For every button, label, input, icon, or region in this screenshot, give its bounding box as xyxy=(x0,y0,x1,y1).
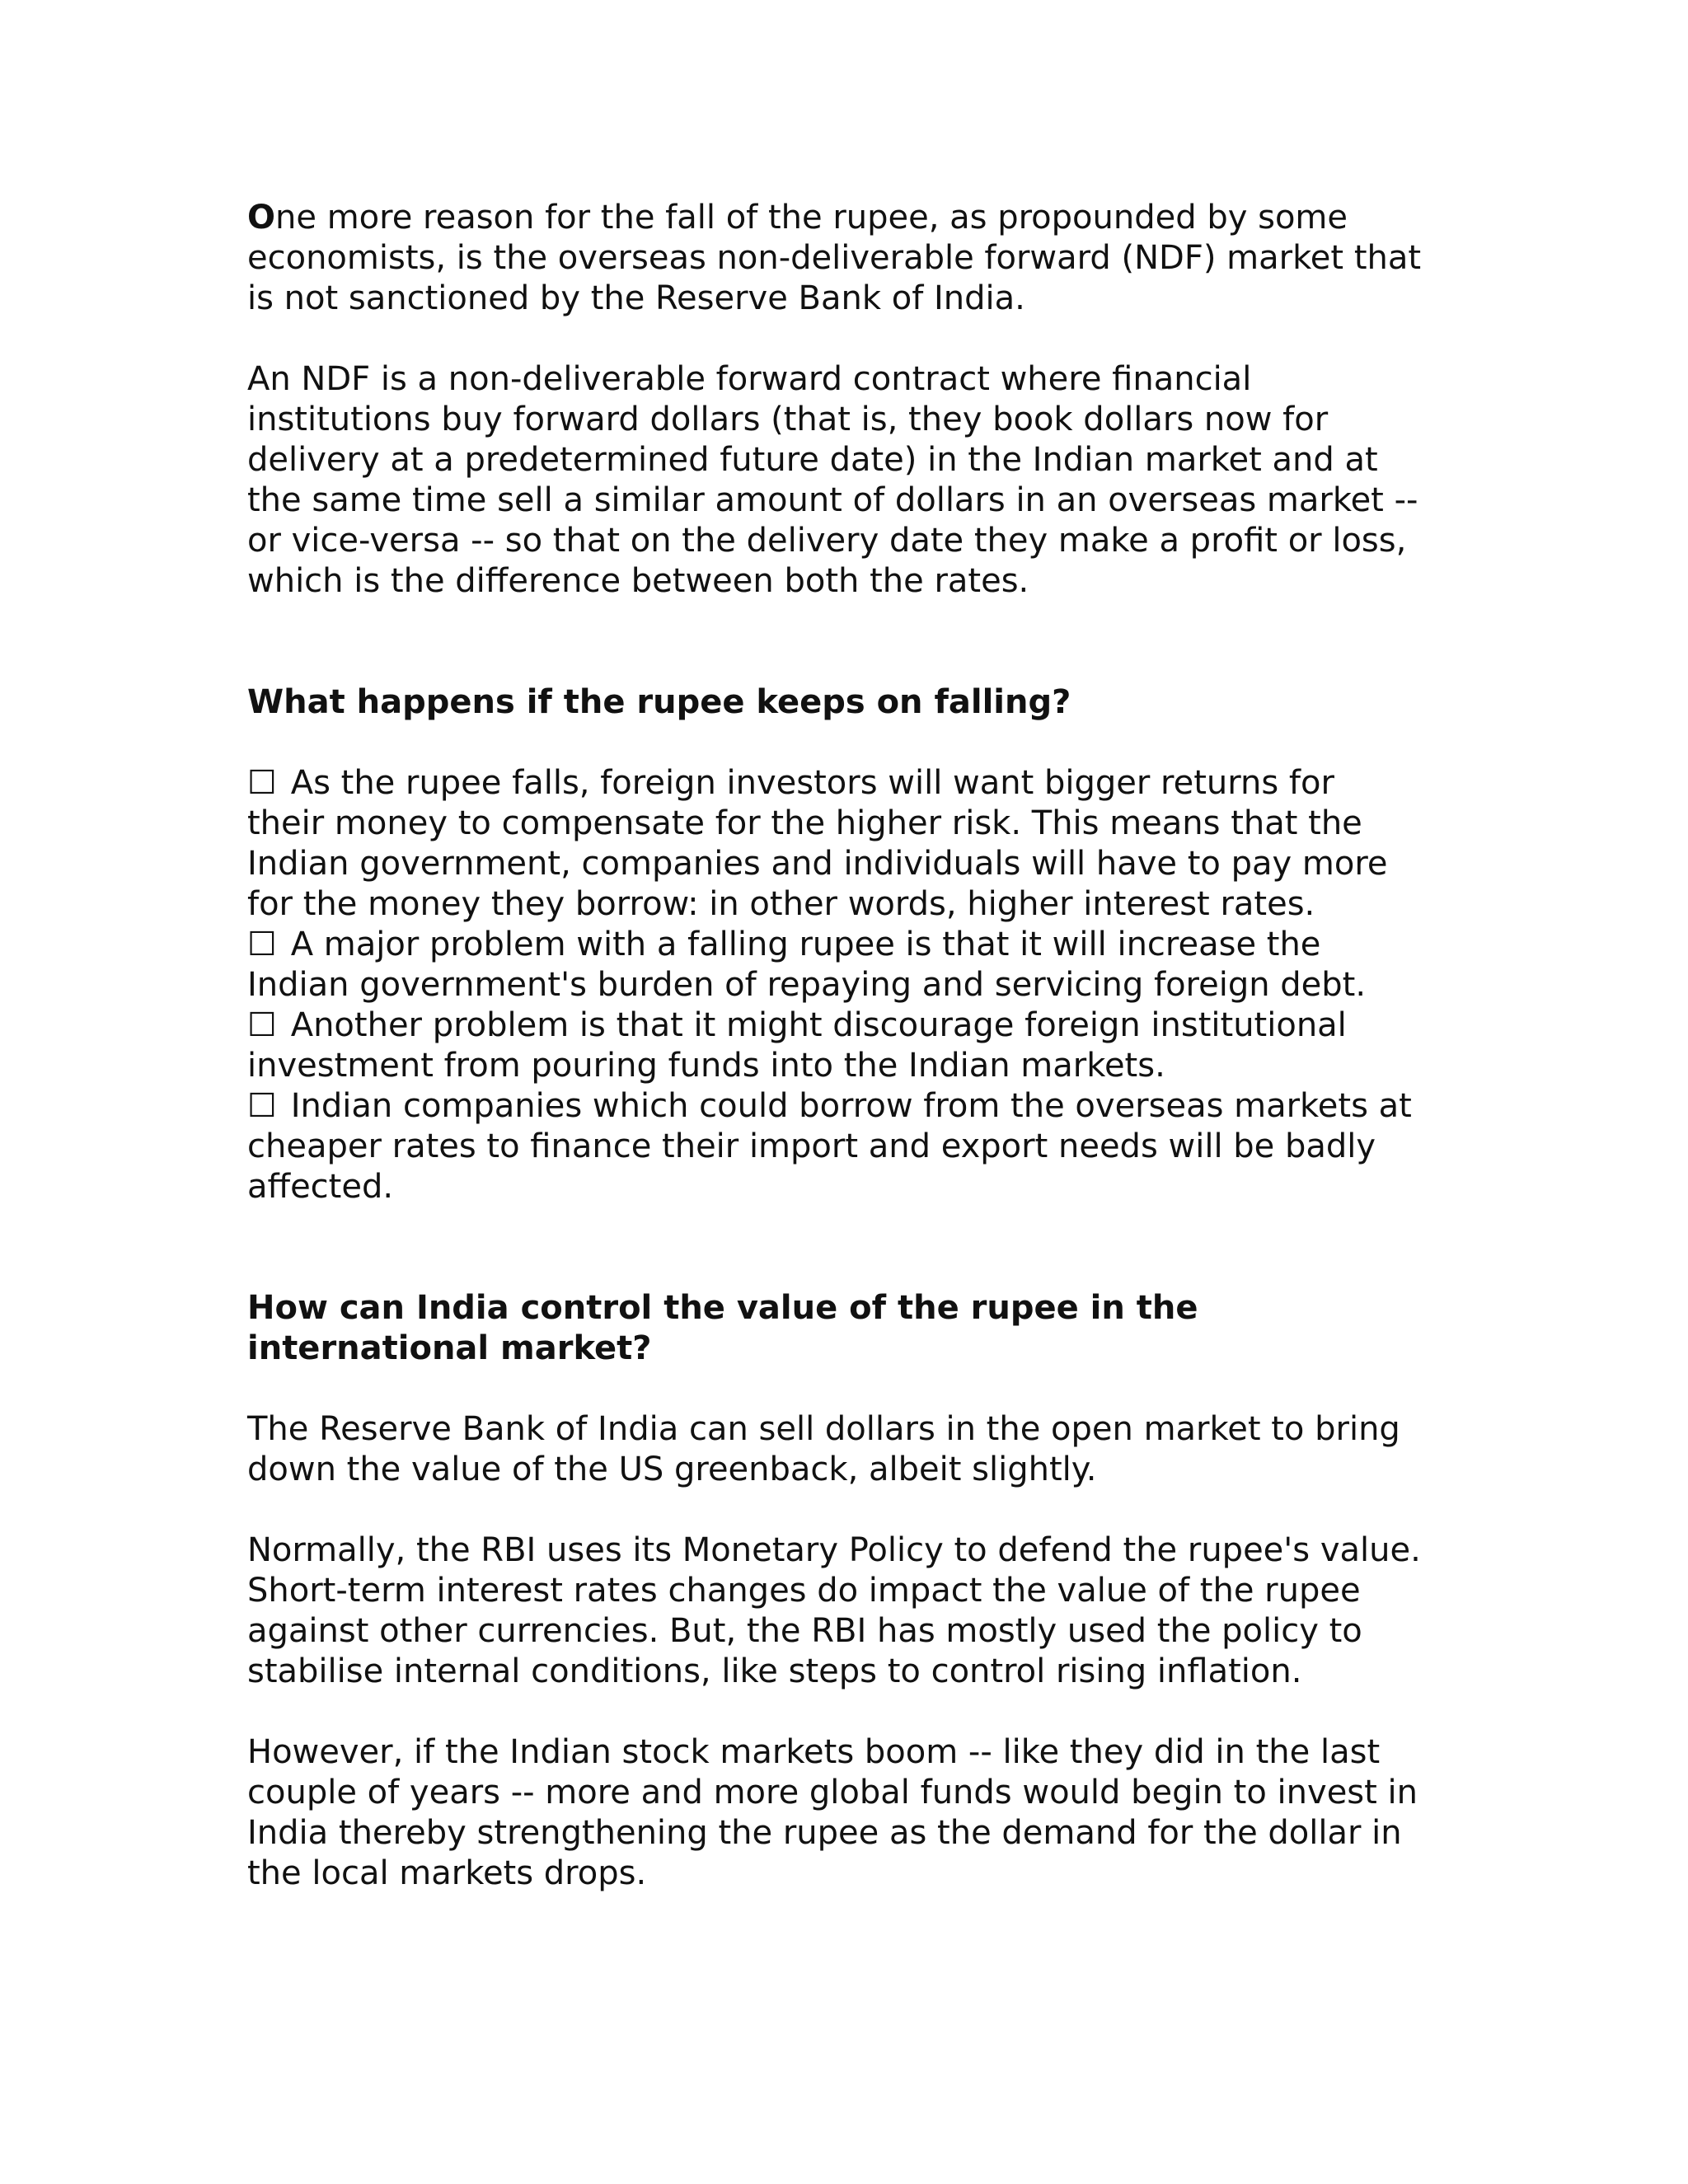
intro-text: ne more reason for the fall of the rupee, as propounded by some economists, is the overseas non-deliverable forward (NDF) market that is not sanctioned by the Reserve Bank of India. xyxy=(247,199,1422,317)
rbi-paragraph-1: The Reserve Bank of India can sell dollars in the open market to bring down the value of the US greenback, albeit slightly. xyxy=(247,1410,1400,1488)
ndf-paragraph: An NDF is a non-deliverable forward contract where financial institutions buy forward dollars (that is, they book dollars now for delivery at a predetermined future date) in the Indian market and at the same time sell a similar amount of dollars in an overseas market -- or vice-versa -- so that on the delivery date they make a profit or loss, which is the difference between both the rates. xyxy=(247,360,1418,600)
bullet-item xyxy=(247,1005,1451,1086)
document-page xyxy=(247,198,1451,1894)
rbi-paragraph-2: Normally, the RBI uses its Monetary Policy to defend the rupee's value. Short-term interest rates changes do impact the value of the rupee against other currencies. But, the RBI has mostly used the policy to stabilise internal conditions, like steps to control rising inflation. xyxy=(247,1531,1421,1690)
spacer xyxy=(247,1207,1451,1288)
checkbox-bullet-icon: ☐ xyxy=(247,926,277,963)
bullet-text: As the rupee falls, foreign investors will want bigger returns for their money to compensate for the higher risk. This means that the Indian government, companies and individuals will have to pay more for the money they borrow: in other words, higher interest rates. xyxy=(247,764,1388,923)
checkbox-bullet-icon: ☐ xyxy=(247,1087,277,1125)
section2-heading: How can India control the value of the rupee in the international market? xyxy=(247,1289,1198,1367)
intro-lead-letter: O xyxy=(247,199,276,237)
spacer xyxy=(247,1490,1451,1530)
checkbox-bullet-icon: ☐ xyxy=(247,1006,277,1044)
bullet-text: Another problem is that it might discourage foreign institutional investment from pouring funds into the Indian markets. xyxy=(247,1006,1347,1085)
spacer xyxy=(247,1692,1451,1732)
spacer xyxy=(247,319,1451,359)
bullet-text: A major problem with a falling rupee is that it will increase the Indian government's burden of repaying and servicing foreign debt. xyxy=(247,926,1367,1004)
bullet-text: Indian companies which could borrow from the overseas markets at cheaper rates to finance their import and export needs will be badly affected. xyxy=(247,1087,1412,1206)
rbi-paragraph-3: However, if the Indian stock markets boom -- like they did in the last couple of years -- more and more global funds would begin to invest in India thereby strengthening the rupee as the demand for the dollar in the local markets drops. xyxy=(247,1733,1418,1892)
bullet-item xyxy=(247,925,1451,1005)
bullet-item xyxy=(247,1086,1451,1207)
section1-heading: What happens if the rupee keeps on falling? xyxy=(247,683,1071,721)
spacer xyxy=(247,723,1451,763)
checkbox-bullet-icon: ☐ xyxy=(247,764,277,802)
intro-paragraph xyxy=(247,198,1451,319)
spacer xyxy=(247,1369,1451,1409)
spacer xyxy=(247,602,1451,682)
bullet-item xyxy=(247,763,1451,925)
